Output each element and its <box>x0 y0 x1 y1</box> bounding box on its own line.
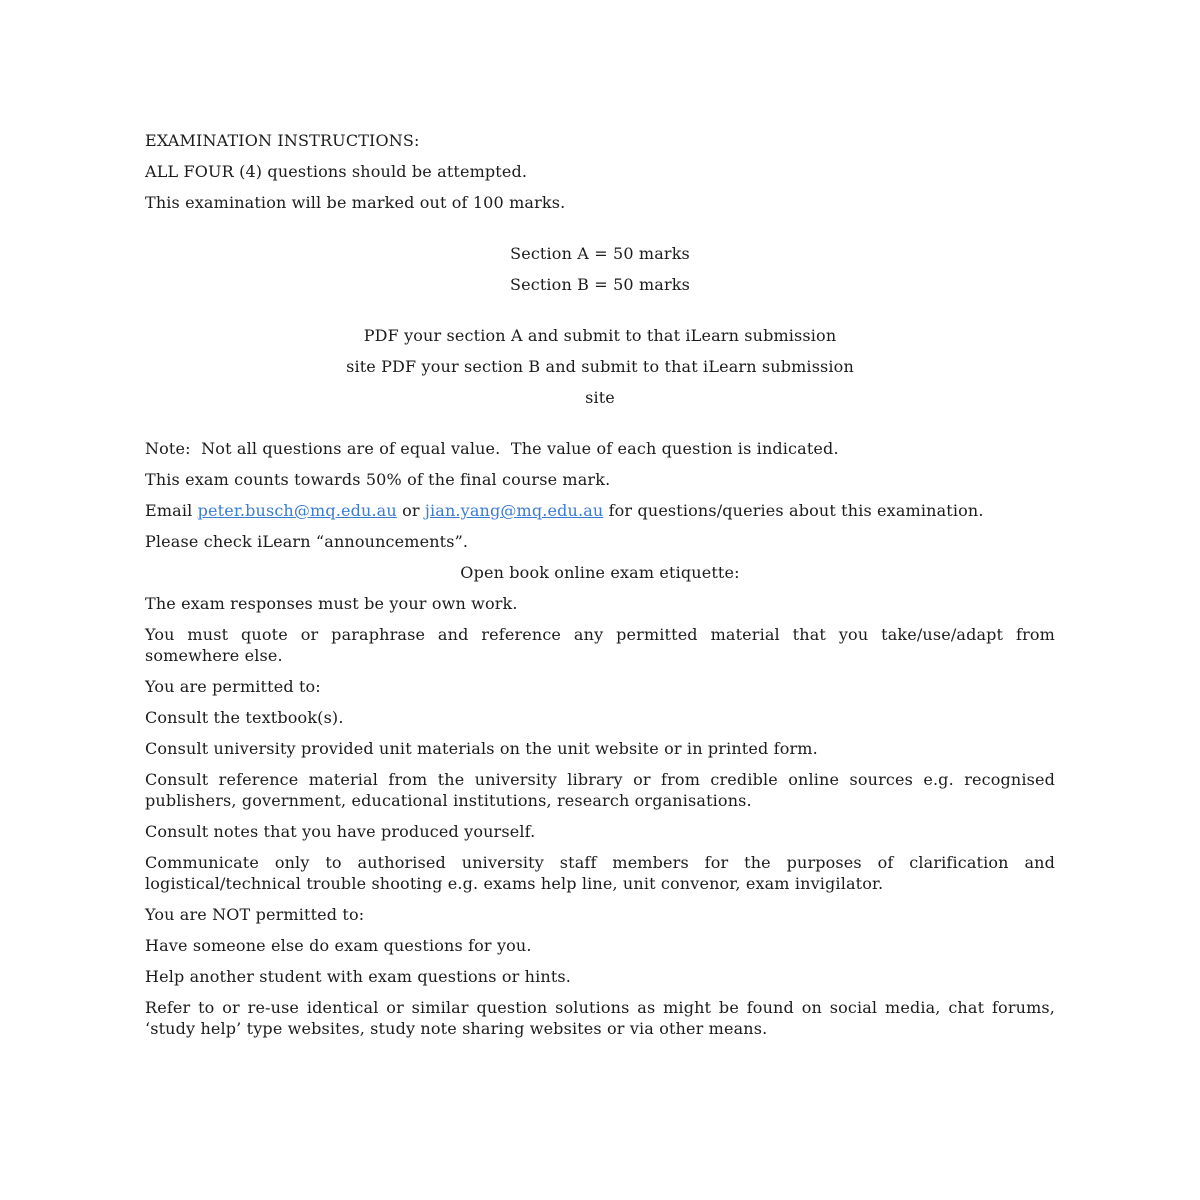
email-line-separator: or <box>396 501 425 520</box>
section-b-marks: Section B = 50 marks <box>509 275 690 294</box>
note-value-line: Note: Not all questions are of equal value. The value of each question is indicated. <box>145 439 839 458</box>
submission-line-3: site <box>585 388 615 407</box>
etiquette-heading: Open book online exam etiquette: <box>460 563 740 582</box>
intro-attempt-line: ALL FOUR (4) questions should be attempted. <box>145 162 528 181</box>
permitted-heading: You are permitted to: <box>145 677 321 696</box>
section-marks-block <box>145 243 1055 295</box>
not-permitted-item: Help another student with exam questions or hints. <box>145 967 572 986</box>
note-weight-line: This exam counts towards 50% of the final course mark. <box>145 470 611 489</box>
permitted-item: Consult reference material from the university library or from credible online sources e.g. recognised publishers, government, educational institutions, research organisations. <box>145 770 1055 810</box>
note-email-line <box>145 500 1055 521</box>
permitted-item: Consult university provided unit materials on the unit website or in printed form. <box>145 739 818 758</box>
note-block <box>145 438 1055 521</box>
not-permitted-item: Have someone else do exam questions for you. <box>145 936 532 955</box>
intro-marks-line: This examination will be marked out of 100 marks. <box>145 193 566 212</box>
permitted-item: Communicate only to authorised university staff members for the purposes of clarification and logistical/technical trouble shooting e.g. exams help line, unit convenor, exam invigilator. <box>145 853 1055 893</box>
email-line-suffix: for questions/queries about this examination. <box>603 501 984 520</box>
email-link-jian-yang[interactable]: jian.yang@mq.edu.au <box>424 501 604 520</box>
email-line-prefix: Email <box>145 501 198 520</box>
own-work-line: The exam responses must be your own work. <box>145 594 518 613</box>
permitted-item: Consult notes that you have produced yourself. <box>145 822 536 841</box>
permitted-item: Consult the textbook(s). <box>145 708 344 727</box>
submission-instructions-block <box>145 325 1055 408</box>
not-permitted-item: Refer to or re-use identical or similar question solutions as might be found on social media, chat forums, ‘study help’ type websites, study note sharing websites or via other means. <box>145 998 1055 1038</box>
reference-line: You must quote or paraphrase and reference any permitted material that you take/use/adapt from somewhere else. <box>145 625 1055 665</box>
submission-line-1: PDF your section A and submit to that iLearn submission <box>363 326 837 345</box>
not-permitted-heading: You are NOT permitted to: <box>145 905 365 924</box>
submission-line-2: site PDF your section B and submit to that iLearn submission <box>346 357 854 376</box>
section-a-marks: Section A = 50 marks <box>510 244 690 263</box>
page-title: EXAMINATION INSTRUCTIONS: <box>145 131 420 150</box>
announcements-line: Please check iLearn “announcements”. <box>145 532 469 551</box>
email-link-peter-busch[interactable]: peter.busch@mq.edu.au <box>197 501 397 520</box>
